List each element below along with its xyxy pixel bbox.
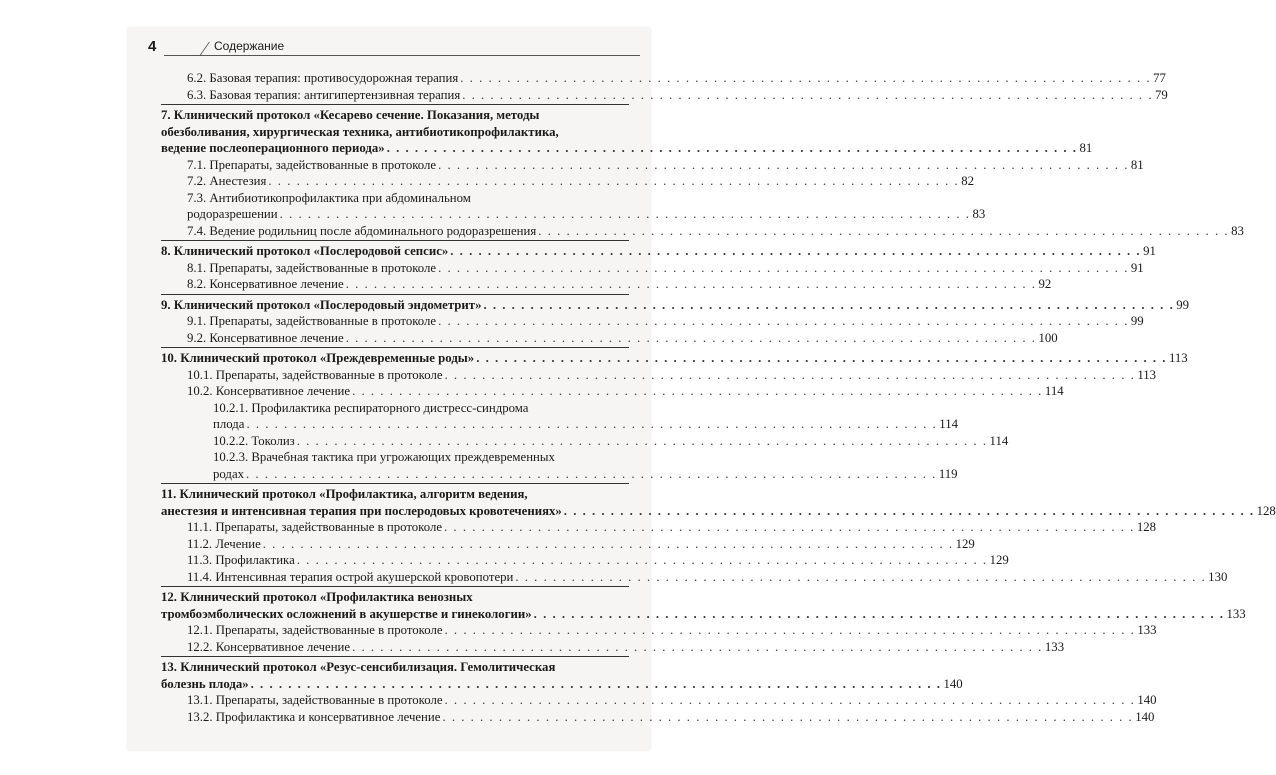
dot-leader: . . . . . . . . . . . . . . . . . . . . . . . . . . . . . . . . . . . . . . . . . . . . . . . . . . . . . . . . . . . . . . . . . . . . . . . . . .: [450, 244, 1142, 258]
toc-entry[interactable]: [161, 639, 1065, 656]
toc-entry-title: 12.1. Препараты, задействованные в протоколе: [187, 623, 443, 637]
dot-leader: . . . . . . . . . . . . . . . . . . . . . . . . . . . . . . . . . . . . . . . . . . . . . . . . . . . . . . . . . . . . . . . . . . . . . . . . . .: [438, 260, 1129, 275]
toc-page-number: 79: [1155, 87, 1168, 102]
toc-entry-title: 9. Клинический протокол «Послеродовый эндометрит»: [161, 297, 482, 312]
toc-page-number: 114: [939, 417, 958, 431]
toc-chapter[interactable]: [161, 483, 1276, 519]
dot-leader: . . . . . . . . . . . . . . . . . . . . . . . . . . . . . . . . . . . . . . . . . . . . . . . . . . . . . . . . . . . . . . . . . . . . . . . . . .: [563, 503, 1255, 518]
toc-entry-title: 8.2. Консервативное лечение: [187, 277, 344, 291]
toc-page-number: 140: [1135, 709, 1155, 724]
dot-leader: . . . . . . . . . . . . . . . . . . . . . . . . . . . . . . . . . . . . . . . . . . . . . . . . . . . . . . . . . . . . . . . . . . . . . . . . . .: [438, 314, 1129, 328]
toc-entry-title: 13.2. Профилактика и консервативное лечение: [187, 709, 441, 724]
dot-leader: . . . . . . . . . . . . . . . . . . . . . . . . . . . . . . . . . . . . . . . . . . . . . . . . . . . . . . . . . . . . . . . . . . . . . . . . . .: [444, 623, 1136, 637]
toc-page-number: 133: [1137, 623, 1157, 637]
toc-entry-title: 10.2.2. Токолиз: [213, 433, 295, 448]
dot-leader: . . . . . . . . . . . . . . . . . . . . . . . . . . . . . . . . . . . . . . . . . . . . . . . . . . . . . . . . . . . . . . . . . . . . . . . . . .: [444, 367, 1136, 382]
dot-leader: . . . . . . . . . . . . . . . . . . . . . . . . . . . . . . . . . . . . . . . . . . . . . . . . . . . . . . . . . . . . . . . . . . . . . . . . . .: [476, 351, 1167, 365]
toc-page-number: 81: [1079, 141, 1093, 155]
toc-entry[interactable]: [161, 569, 1228, 586]
toc-entry[interactable]: [161, 87, 1168, 104]
toc-entry-line: 10.2.3. Врачебная тактика при угрожающих преждевременных: [213, 450, 555, 464]
toc-entry[interactable]: [161, 313, 1144, 330]
toc-page-number: 77: [1153, 71, 1166, 85]
toc-entry-title: 10. Клинический протокол «Преждевременные роды»: [161, 351, 475, 365]
dot-leader: . . . . . . . . . . . . . . . . . . . . . . . . . . . . . . . . . . . . . . . . . . . . . . . . . . . . . . . . . . . . . . . . . . . . . . . . . .: [246, 466, 937, 481]
toc-page-number: 82: [961, 174, 974, 188]
book-page: [128, 28, 1276, 750]
toc-chapter[interactable]: [161, 586, 1246, 622]
toc-chapter[interactable]: [161, 240, 1156, 260]
dot-leader: . . . . . . . . . . . . . . . . . . . . . . . . . . . . . . . . . . . . . . . . . . . . . . . . . . . . . . . . . . . . . . . . . . . . . . . . . .: [246, 417, 938, 431]
dot-leader: . . . . . . . . . . . . . . . . . . . . . . . . . . . . . . . . . . . . . . . . . . . . . . . . . . . . . . . . . . . . . . . . . . . . . . . . . .: [279, 207, 971, 221]
toc-page-number: 83: [972, 207, 986, 221]
toc-entry-title: 11.1. Препараты, задействованные в протоколе: [187, 520, 443, 534]
toc-entry[interactable]: [161, 330, 1058, 347]
dot-leader: . . . . . . . . . . . . . . . . . . . . . . . . . . . . . . . . . . . . . . . . . . . . . . . . . . . . . . . . . . . . . . . . . . . . . . . . . .: [268, 174, 960, 188]
toc-page-number: 113: [1168, 351, 1188, 365]
toc-entry-title: 11.2. Лечение: [187, 536, 261, 551]
toc-page-number: 113: [1137, 367, 1157, 382]
toc-chapter[interactable]: [161, 347, 1188, 367]
dot-leader: . . . . . . . . . . . . . . . . . . . . . . . . . . . . . . . . . . . . . . . . . . . . . . . . . . . . . . . . . . . . . . . . . . . . . . . . . .: [345, 330, 1037, 345]
dot-leader: . . . . . . . . . . . . . . . . . . . . . . . . . . . . . . . . . . . . . . . . . . . . . . . . . . . . . . . . . . . . . . . . . . . . . . . . . .: [462, 87, 1154, 102]
toc-entry-title: родах: [213, 466, 245, 481]
toc-entry-title: родоразрешении: [187, 207, 278, 221]
toc-page-number: 133: [1044, 639, 1065, 654]
dot-leader: . . . . . . . . . . . . . . . . . . . . . . . . . . . . . . . . . . . . . . . . . . . . . . . . . . . . . . . . . . . . . . . . . . . . . . . . . .: [352, 639, 1043, 654]
dot-leader: . . . . . . . . . . . . . . . . . . . . . . . . . . . . . . . . . . . . . . . . . . . . . . . . . . . . . . . . . . . . . . . . . . . . . . . . . .: [444, 520, 1135, 534]
toc-page-number: 99: [1130, 314, 1144, 328]
dot-leader: . . . . . . . . . . . . . . . . . . . . . . . . . . . . . . . . . . . . . . . . . . . . . . . . . . . . . . . . . . . . . . . . . . . . . . . . . .: [460, 71, 1152, 85]
toc-entry-title: 11.4. Интенсивная терапия острой акушерской кровопотери: [187, 569, 514, 584]
toc-page-number: 130: [1208, 569, 1228, 584]
toc-entry[interactable]: [161, 260, 1144, 277]
header-divider: [185, 42, 210, 56]
toc-entry[interactable]: [161, 536, 975, 553]
toc-entry-title: 8. Клинический протокол «Послеродовой сепсис»: [161, 244, 449, 258]
toc-entry-title: 9.2. Консервативное лечение: [187, 330, 344, 345]
toc-entry[interactable]: [161, 552, 1009, 569]
toc-chapter[interactable]: [161, 294, 1190, 314]
toc-entry[interactable]: [161, 709, 1155, 726]
toc-entry-title: анестезия и интенсивная терапия при послеродовых кровотечениях»: [161, 503, 562, 518]
toc-page-number: 129: [989, 553, 1009, 567]
header-title: Содержание: [214, 39, 285, 53]
dot-leader: . . . . . . . . . . . . . . . . . . . . . . . . . . . . . . . . . . . . . . . . . . . . . . . . . . . . . . . . . . . . . . . . . . . . . . . . . .: [250, 676, 942, 691]
dot-leader: . . . . . . . . . . . . . . . . . . . . . . . . . . . . . . . . . . . . . . . . . . . . . . . . . . . . . . . . . . . . . . . . . . . . . . . . . .: [483, 297, 1175, 312]
toc-entry-line: 7. Клинический протокол «Кесарево сечение. Показания, методы: [161, 108, 540, 122]
dot-leader: . . . . . . . . . . . . . . . . . . . . . . . . . . . . . . . . . . . . . . . . . . . . . . . . . . . . . . . . . . . . . . . . . . . . . . . . . .: [515, 569, 1207, 584]
toc-entry-title: 10.2. Консервативное лечение: [187, 384, 351, 398]
toc-entry-title: 13.1. Препараты, задействованные в протоколе: [187, 693, 443, 707]
toc-page-number: 129: [955, 536, 975, 551]
dot-leader: . . . . . . . . . . . . . . . . . . . . . . . . . . . . . . . . . . . . . . . . . . . . . . . . . . . . . . . . . . . . . . . . . . . . . . . . . .: [538, 223, 1230, 238]
toc-entry-line: 10.2.1. Профилактика респираторного дистресс-синдрома: [213, 400, 529, 415]
toc-entry-line: 11. Клинический протокол «Профилактика, алгоритм ведения,: [161, 487, 528, 501]
toc-entry-title: 11.3. Профилактика: [187, 553, 295, 567]
dot-leader: . . . . . . . . . . . . . . . . . . . . . . . . . . . . . . . . . . . . . . . . . . . . . . . . . . . . . . . . . . . . . . . . . . . . . . . . . .: [533, 606, 1225, 621]
toc-entry[interactable]: [161, 449, 958, 482]
toc-entry[interactable]: [161, 223, 1244, 240]
toc-page-number: 114: [989, 433, 1009, 448]
toc-entry-title: 9.1. Препараты, задействованные в протоколе: [187, 314, 437, 328]
toc-entry-title: 12.2. Консервативное лечение: [187, 639, 351, 654]
toc-page-number: 91: [1143, 244, 1156, 258]
toc-chapter[interactable]: [161, 656, 963, 692]
toc-entry-title: 6.2. Базовая терапия: противосудорожная терапия: [187, 71, 459, 85]
toc-entry-title: болезнь плода»: [161, 676, 249, 691]
running-header: [148, 38, 640, 56]
toc-entry[interactable]: [161, 519, 1157, 536]
toc-page-number: 92: [1038, 277, 1052, 291]
toc-entry[interactable]: [161, 190, 986, 223]
dot-leader: . . . . . . . . . . . . . . . . . . . . . . . . . . . . . . . . . . . . . . . . . . . . . . . . . . . . . . . . . . . . . . . . . . . . . . . . . .: [442, 709, 1134, 724]
dot-leader: . . . . . . . . . . . . . . . . . . . . . . . . . . . . . . . . . . . . . . . . . . . . . . . . . . . . . . . . . . . . . . . . . . . . . . . . . .: [345, 277, 1037, 291]
toc-entry[interactable]: [161, 622, 1157, 639]
table-of-contents: [161, 70, 1276, 725]
toc-page-number: 114: [1044, 384, 1064, 398]
toc-entry-title: 7.1. Препараты, задействованные в протоколе: [187, 157, 437, 172]
toc-entry[interactable]: [161, 157, 1144, 174]
toc-entry[interactable]: [161, 383, 1064, 400]
toc-page-number: 81: [1130, 157, 1144, 172]
toc-entry-title: тромбоэмболических осложнений в акушерстве и гинекологии»: [161, 606, 532, 621]
dot-leader: . . . . . . . . . . . . . . . . . . . . . . . . . . . . . . . . . . . . . . . . . . . . . . . . . . . . . . . . . . . . . . . . . . . . . . . . . .: [438, 157, 1129, 172]
dot-leader: . . . . . . . . . . . . . . . . . . . . . . . . . . . . . . . . . . . . . . . . . . . . . . . . . . . . . . . . . . . . . . . . . . . . . . . . . .: [262, 536, 954, 551]
toc-entry[interactable]: [161, 433, 1009, 450]
toc-page-number: 140: [943, 676, 963, 691]
toc-entry[interactable]: [161, 70, 1166, 87]
toc-page-number: 100: [1038, 330, 1058, 345]
toc-page-number: 83: [1231, 223, 1244, 238]
toc-page-number: 91: [1130, 260, 1144, 275]
dot-leader: . . . . . . . . . . . . . . . . . . . . . . . . . . . . . . . . . . . . . . . . . . . . . . . . . . . . . . . . . . . . . . . . . . . . . . . . . .: [296, 553, 988, 567]
toc-entry-line: 13. Клинический протокол «Резус-сенсибилизация. Гемолитическая: [161, 660, 556, 674]
toc-entry-title: 8.1. Препараты, задействованные в протоколе: [187, 260, 437, 275]
dot-leader: . . . . . . . . . . . . . . . . . . . . . . . . . . . . . . . . . . . . . . . . . . . . . . . . . . . . . . . . . . . . . . . . . . . . . . . . . .: [386, 141, 1078, 155]
toc-entry-title: плода: [213, 417, 245, 431]
toc-entry[interactable]: [161, 173, 974, 190]
toc-page-number: 140: [1137, 693, 1157, 707]
page-number: 4: [148, 38, 157, 55]
toc-entry[interactable]: [161, 367, 1157, 384]
toc-entry[interactable]: [161, 276, 1052, 293]
toc-entry-title: 10.1. Препараты, задействованные в протоколе: [187, 367, 443, 382]
toc-entry-line: 12. Клинический протокол «Профилактика венозных: [161, 590, 473, 604]
toc-entry[interactable]: [161, 400, 958, 433]
toc-entry-title: 6.3. Базовая терапия: антигипертензивная терапия: [187, 87, 461, 102]
toc-entry[interactable]: [161, 692, 1157, 709]
dot-leader: . . . . . . . . . . . . . . . . . . . . . . . . . . . . . . . . . . . . . . . . . . . . . . . . . . . . . . . . . . . . . . . . . . . . . . . . . .: [296, 433, 988, 448]
toc-chapter[interactable]: [161, 104, 1093, 157]
toc-page-number: 99: [1176, 297, 1190, 312]
header-rule: [164, 55, 640, 56]
toc-page-number: 128: [1136, 520, 1157, 534]
dot-leader: . . . . . . . . . . . . . . . . . . . . . . . . . . . . . . . . . . . . . . . . . . . . . . . . . . . . . . . . . . . . . . . . . . . . . . . . . .: [352, 384, 1043, 398]
toc-page-number: 128: [1256, 503, 1276, 518]
dot-leader: . . . . . . . . . . . . . . . . . . . . . . . . . . . . . . . . . . . . . . . . . . . . . . . . . . . . . . . . . . . . . . . . . . . . . . . . . .: [444, 693, 1136, 707]
toc-page-number: 133: [1226, 606, 1246, 621]
toc-page-number: 119: [938, 466, 958, 481]
toc-entry-line: 7.3. Антибиотикопрофилактика при абдоминальном: [187, 190, 471, 205]
toc-entry-title: 7.2. Анестезия: [187, 174, 267, 188]
toc-entry-title: ведение послеоперационного периода»: [161, 141, 385, 155]
toc-entry-title: 7.4. Ведение родильниц после абдоминального родоразрешения: [187, 223, 537, 238]
toc-entry-line: обезболивания, хирургическая техника, антибиотикопрофилактика,: [161, 124, 559, 139]
